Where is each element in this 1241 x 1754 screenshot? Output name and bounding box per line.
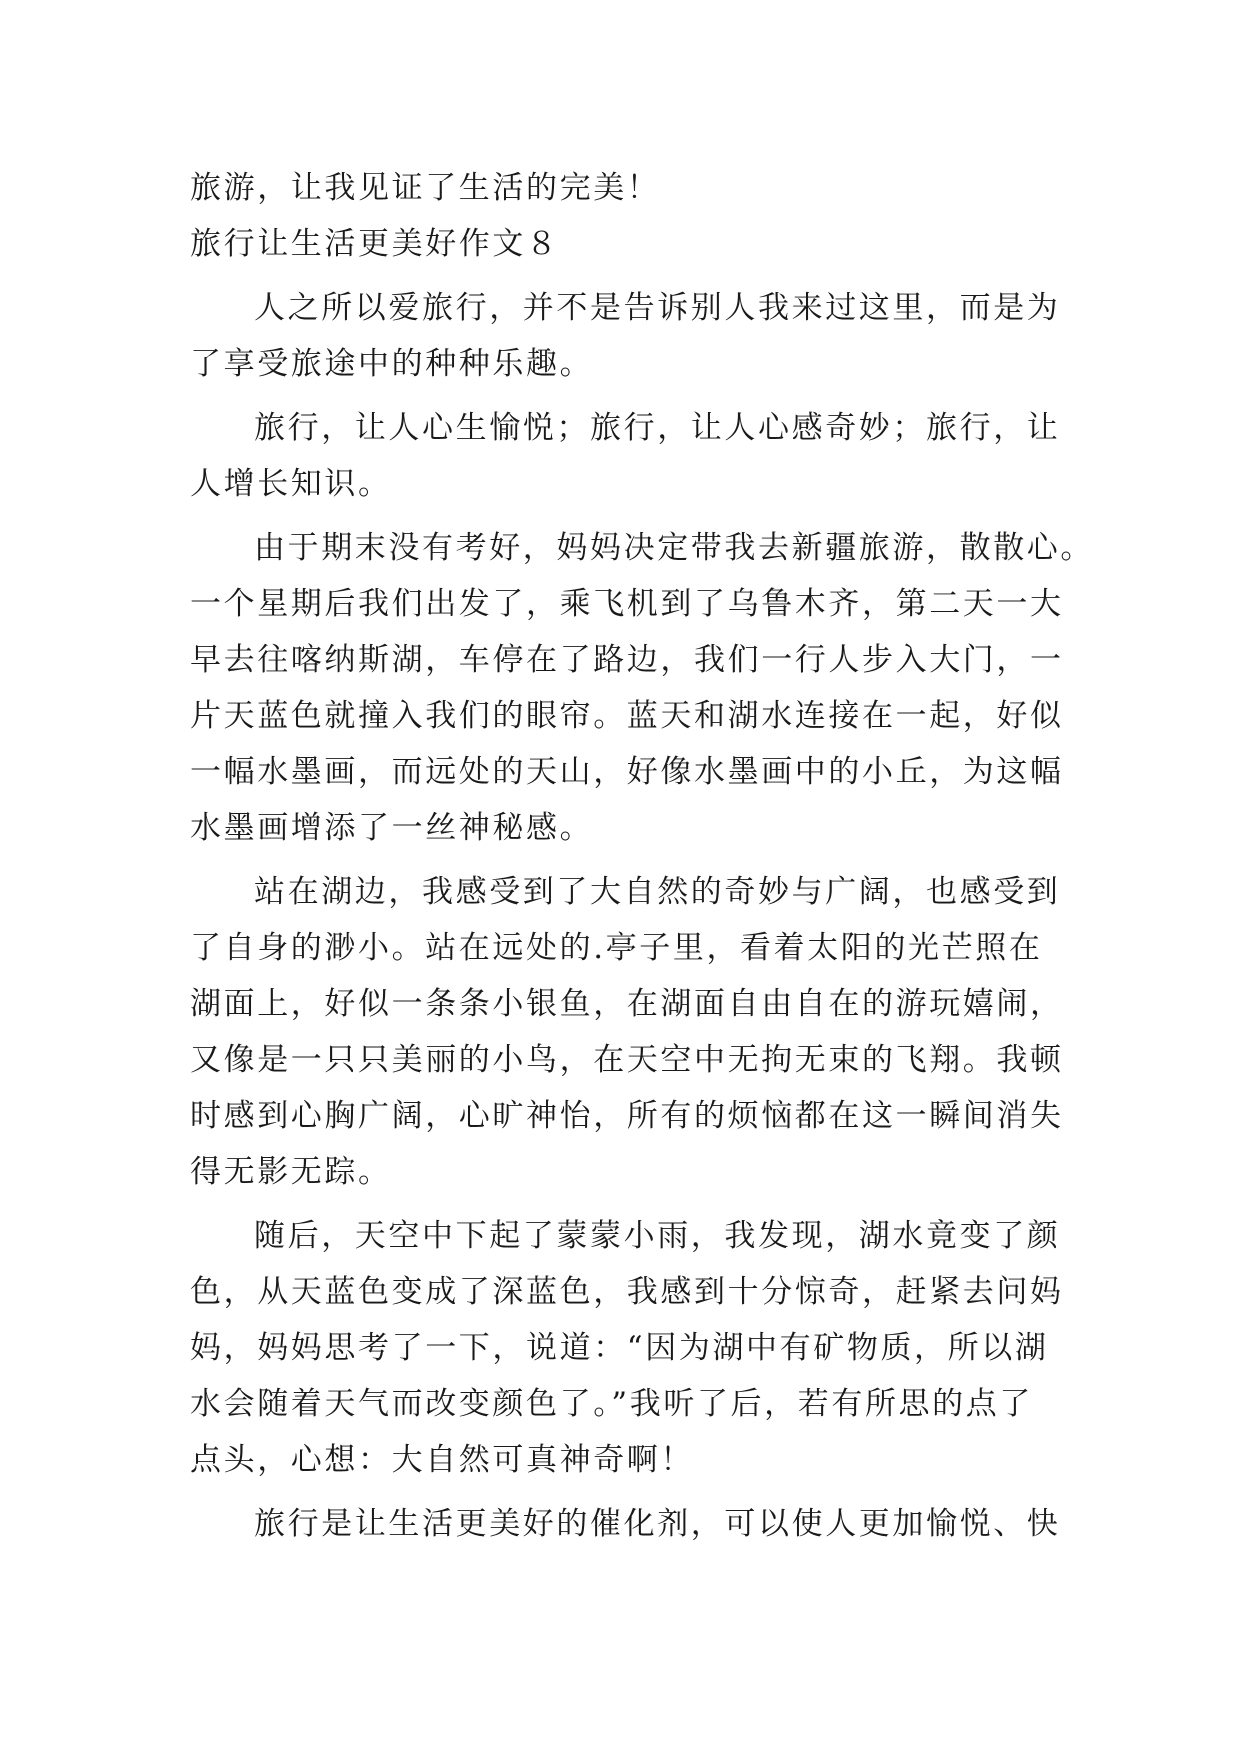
paragraph-line: 随后，天空中下起了蒙蒙小雨，我发现，湖水竟变了颜 [254, 1218, 1061, 1254]
paragraph-line: 又像是一只只美丽的小鸟，在天空中无拘无束的飞翔。我顿 [190, 1042, 1064, 1078]
paragraph-line: 人增长知识。 [190, 466, 392, 502]
paragraph [190, 280, 1061, 392]
essay-title: 旅行让生活更美好作文８ [190, 226, 560, 262]
paragraph-line: 站在湖边，我感受到了大自然的奇妙与广阔，也感受到 [254, 874, 1061, 910]
paragraph-line: 水会随着天气而改变颜色了。”我听了后，若有所思的点了 [190, 1386, 1033, 1422]
paragraph-line: 人之所以爱旅行，并不是告诉别人我来过这里，而是为 [254, 290, 1061, 326]
document-body [190, 160, 1094, 1552]
paragraph [190, 1496, 1061, 1552]
paragraph-line: 妈，妈妈思考了一下，说道：“因为湖中有矿物质，所以湖 [190, 1330, 1049, 1366]
paragraph-line: 了享受旅途中的种种乐趣。 [190, 346, 594, 382]
paragraph-line: 早去往喀纳斯湖，车停在了路边，我们一行人步入大门，一 [190, 642, 1064, 678]
paragraph-line: 由于期末没有考好，妈妈决定带我去新疆旅游，散散心。 [254, 530, 1094, 566]
paragraph-line: 旅行，让人心生愉悦；旅行，让人心感奇妙；旅行，让 [254, 410, 1061, 446]
paragraph-line: 旅行是让生活更美好的催化剂，可以使人更加愉悦、快 [254, 1506, 1061, 1542]
paragraph-line: 湖面上，好似一条条小银鱼，在湖面自由自在的游玩嬉闹， [190, 986, 1064, 1022]
paragraph-line: 水墨画增添了一丝神秘感。 [190, 810, 594, 846]
paragraph-line: 得无影无踪。 [190, 1154, 392, 1190]
paragraph [190, 1208, 1064, 1488]
paragraph-line: 色，从天蓝色变成了深蓝色，我感到十分惊奇，赶紧去问妈 [190, 1274, 1064, 1310]
paragraph-line: 一个星期后我们出发了，乘飞机到了乌鲁木齐，第二天一大 [190, 586, 1064, 622]
paragraph-line: 了自身的渺小。站在远处的.亭子里，看着太阳的光芒照在 [190, 930, 1043, 966]
paragraph-line: 点头，心想：大自然可真神奇啊！ [190, 1442, 694, 1478]
paragraph-line: 一幅水墨画，而远处的天山，好像水墨画中的小丘，为这幅 [190, 754, 1064, 790]
paragraph [190, 400, 1061, 512]
paragraph-list [190, 280, 1094, 1552]
paragraph-line: 片天蓝色就撞入我们的眼帘。蓝天和湖水连接在一起，好似 [190, 698, 1064, 734]
paragraph [190, 864, 1064, 1200]
paragraph [190, 520, 1094, 856]
lead-line: 旅游，让我见证了生活的完美！ [190, 170, 661, 206]
paragraph-line: 时感到心胸广阔，心旷神怡，所有的烦恼都在这一瞬间消失 [190, 1098, 1064, 1134]
